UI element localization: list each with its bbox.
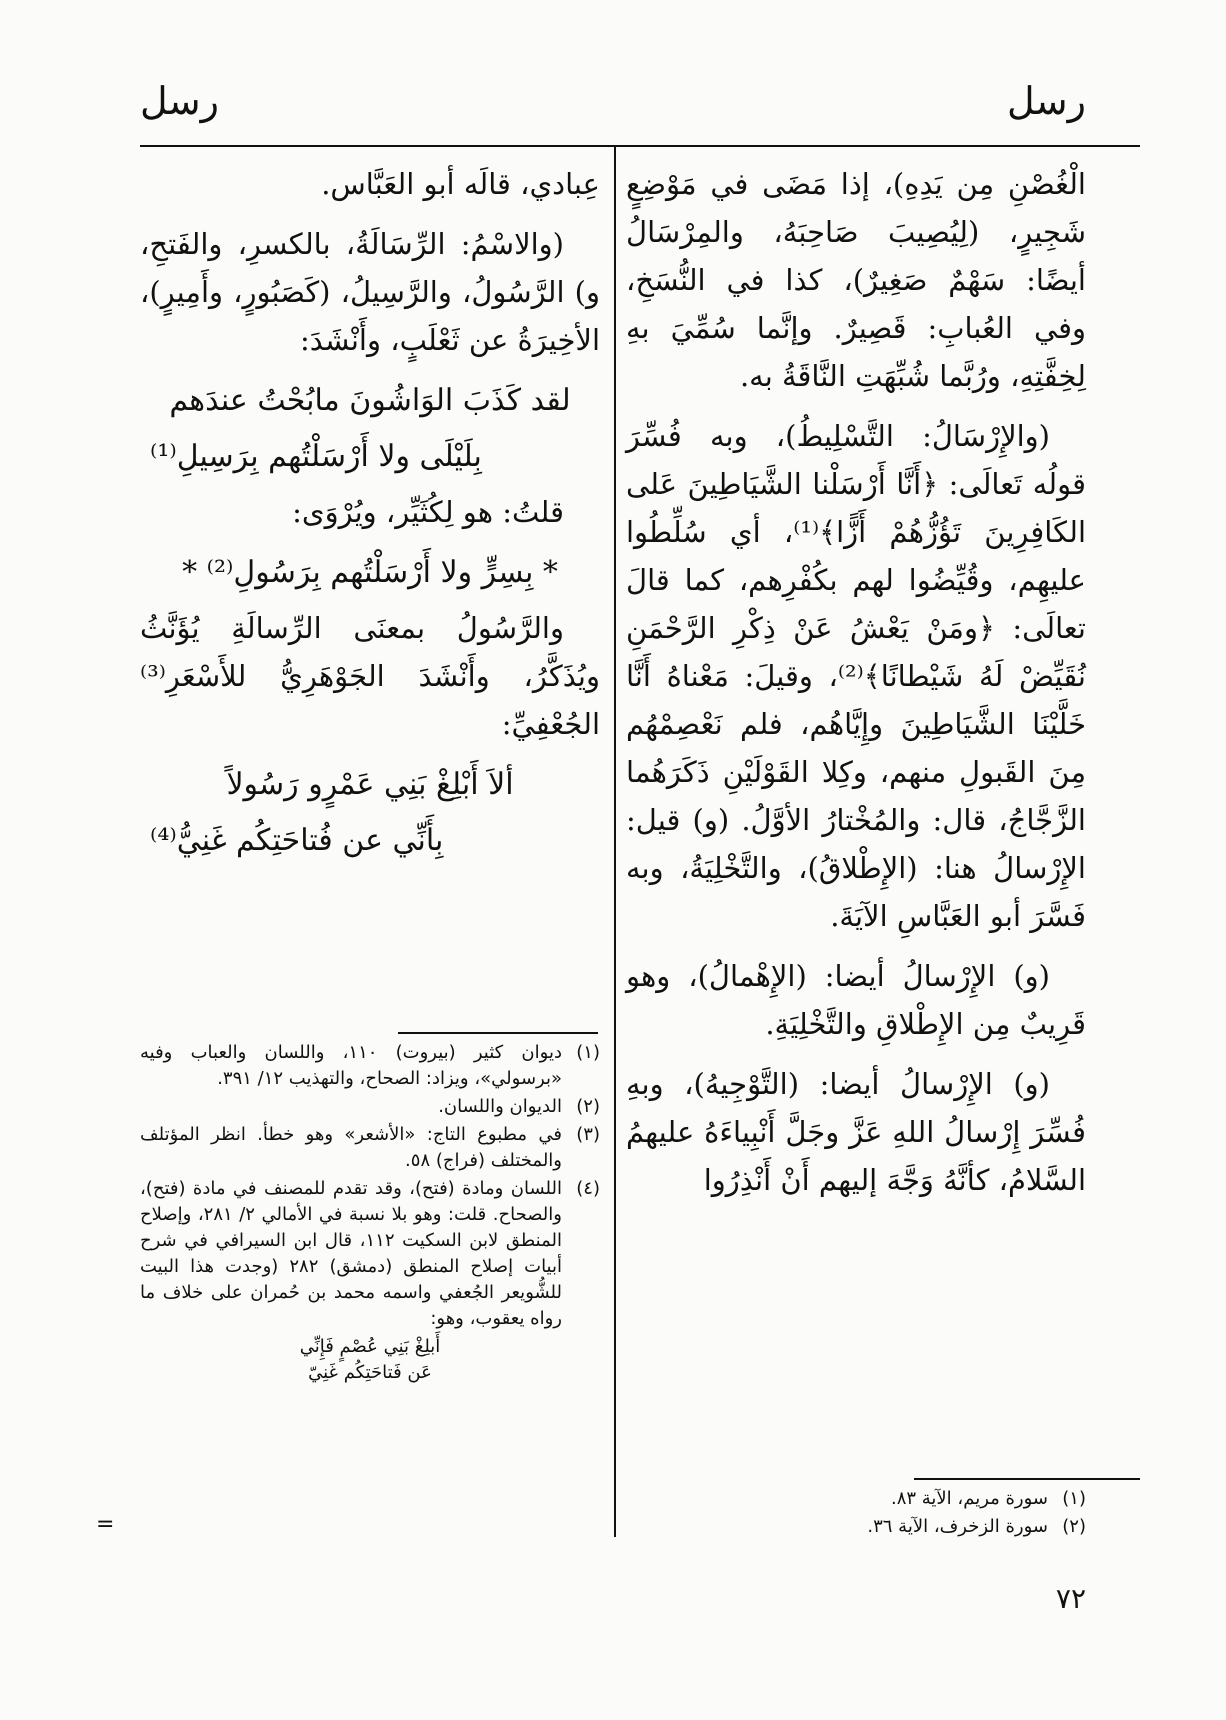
footnote-verse-first-half: أَبلِغْ بَنِي عُصْمٍ فَإِنِّي [299,1336,441,1357]
footnote [140,1094,600,1120]
footnote-text: في مطبوع التاج: «الأشعر» وهو خطأ. انظر المؤتلف والمختلف (فراج) ٥٨. [140,1124,562,1171]
page-number: ٧٢ [1055,1582,1086,1615]
footnote [626,1514,1086,1540]
footnote-text: ديوان كثير (بيروت) ١١٠، واللسان والعباب وفيه «برسولي»، ويزاد: الصحاح، والتهذيب ١٢/ ٣٩١. [140,1042,562,1089]
footnote-rule-right [914,1478,1140,1480]
left-paragraph-2: (والاسْمُ: الرِّسَالَةُ، بالكسرِ، والفَتحِ، و) الرَّسُولُ، والرَّسِيلُ، (كَصَبُورٍ، وأَمِيرٍ)، الأخِيرَةُ عن ثَعْلَبٍ، وأَنْشَدَ: [140,227,600,357]
footnote-number: (١) [1062,1488,1086,1509]
verse-3-second-half: بِأَنِّي عن فُتاحَتِكُم غَنِيُّ⁽⁴⁾ [150,823,444,858]
footnote [140,1176,600,1332]
right-paragraph-3: (و) الإِرْسالُ أيضا: (الإِهْمالُ)، وهو قَرِيبٌ مِن الإِطْلاقِ والتَّخْلِيَةِ. [626,959,1086,1041]
left-paragraph-4: والرَّسُولُ بمعنَى الرِّسالَةِ يُؤَنَّثُ ويُذَكَّرُ، وأَنْشَدَ الجَوْهَرِيُّ للأَسْعَرِ⁽³⁾ الجُعْفِيِّ: [140,611,600,741]
right-paragraph-4: (و) الإِرْسالُ أيضا: (التَّوْجِيهُ)، وبهِ فُسِّرَ إِرْسالُ اللهِ عَزَّ وجَلَّ أَنْبِياءَهُ عليهمُ السَّلامُ، كأنَّهُ وَجَّهَ إليهم أَنْ أَنْذِرُوا [626,1067,1086,1197]
verse-1-second-half: بِلَيْلَى ولا أَرْسَلْتُهم بِرَسِيلِ⁽¹⁾ [150,439,482,474]
left-footnotes [140,1040,600,1386]
footnote-number: (١) [576,1042,600,1063]
header-rule [140,145,1140,147]
right-paragraph-1: الْغُصْنِ مِن يَدِهِ)، إذا مَضَى في مَوْضِعٍ شَجِيرٍ، (لِيُصِيبَ صَاحِبَهُ، والمِرْسَالُ أيضًا: سَهْمٌ صَغِيرٌ)، كذا في النُّسَخِ، وفي العُبابِ: قَصِيرٌ. وإنَّما سُمِّيَ بهِ لِخِفَّتِهِ، ورُبَّما شُبِّهَتِ النَّاقَةُ به. [626,167,1086,393]
running-header-left: رسل [140,79,219,123]
footnote [626,1486,1086,1512]
footnote-rule-left [398,1032,598,1034]
footnote-number: (٢) [576,1096,600,1117]
footnote-text: الديوان واللسان. [438,1096,562,1117]
column-divider [614,147,616,1537]
verse-3-first-half: ألاَ أَبْلِغْ بَنِي عَمْرٍو رَسُولاً [226,767,514,802]
left-paragraph-1: عِبادي، قالَه أبو العَبَّاس. [321,167,600,201]
left-column [140,160,600,872]
footnote-text: سورة مريم، الآية ٨٣. [890,1488,1048,1509]
footnote [140,1040,600,1092]
verse-1-first-half: لقد كَذَبَ الوَاشُونَ مابُحْتُ عندَهم [169,383,571,418]
footnote-number: (٣) [576,1124,600,1145]
footnote [140,1122,600,1174]
right-paragraph-2: (والإِرْسَالُ: التَّسْلِيطُ)، وبه فُسِّرَ قولُه تَعالَى: ﴿أَنَّا أَرْسَلْنا الشَّيَاطِينَ عَلى الكَافِرِينَ تَؤُزُّهُمْ أَزًّا﴾⁽¹⁾، أي سُلِّطُوا عليهِم، وقُيِّضُوا لهم بكُفْرِهم، كما قالَ تعالَى: ﴿ومَنْ يَعْشُ عَنْ ذِكْرِ الرَّحْمَنِ نُقَيِّضْ لَهُ شَيْطانًا﴾⁽²⁾، وقيلَ: مَعْناهُ أَنَّا خَلَّيْنَا الشَّيَاطِينَ وإِيَّاهُم، فلم نَعْصِمْهُم مِنَ القَبولِ منهم، وكِلا القَوْلَيْنِ ذَكَرَهُما الزَّجَّاجُ، قال: والمُخْتارُ الأوَّلُ. (و) قيل: الإِرْسالُ هنا: (الإِطْلاقُ)، والتَّخْلِيَةُ، وبه فَسَّرَ أبو العَبَّاسِ الآيَةَ. [626,419,1086,933]
right-footnotes [626,1486,1086,1542]
continuation-mark: = [96,1512,115,1537]
footnote-text: اللسان ومادة (فتح)، وقد تقدم للمصنف في مادة (فتح)، والصحاح. قلت: وهو بلا نسبة في الأمالي ٢/ ٢٨١، وإصلاح المنطق لابن السكيت ١١٢، قال ابن السيرافي في شرح أبيات إصلاح المنطق (دمشق) ٢٨٢ (وجدت هذا البيت للشُّويعر الجُعفي واسمه محمد بن حُمران على خلاف ما رواه يعقوب، وهو: [140,1178,562,1329]
footnote-verse-second-half: عَن فَتاحَتِكُم غَنِيّ [308,1362,432,1383]
footnote-number: (٤) [576,1178,600,1199]
footnote-number: (٢) [1062,1516,1086,1537]
left-paragraph-3: قلتُ: هو لِكُثَيِّر، ويُرْوَى: [292,495,564,529]
running-header-right: رسل [1007,79,1086,123]
verse-2: * بِسِرٍّ ولا أَرْسَلْتُهم بِرَسُولِ⁽²⁾ * [182,555,558,590]
footnote-text: سورة الزخرف، الآية ٣٦. [867,1516,1048,1537]
right-column [626,160,1086,1216]
